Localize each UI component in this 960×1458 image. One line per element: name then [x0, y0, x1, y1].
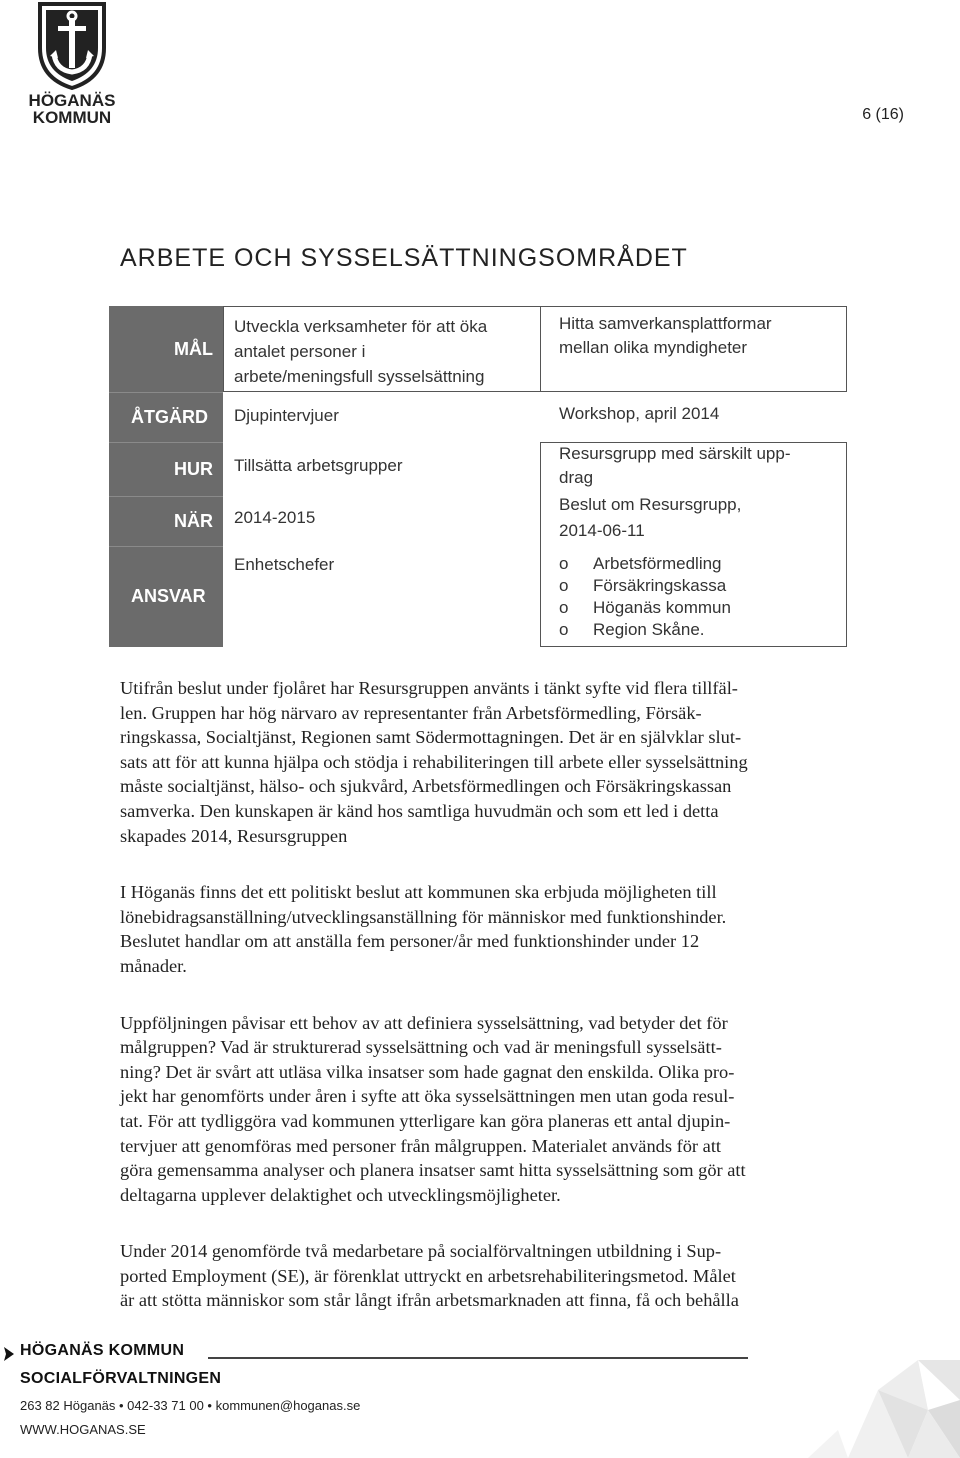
arrow-icon [2, 1346, 16, 1362]
anchor-shield-icon [22, 0, 122, 90]
footer-contact: 263 82 Höganäs • 042-33 71 00 • kommunen@hoganas.se [20, 1398, 361, 1413]
body-text [120, 676, 842, 1345]
col1-ansvar: Enhetschefer [234, 555, 335, 574]
divider [109, 442, 223, 443]
divider [109, 392, 223, 393]
col2-mal: Hitta samverkansplattformar mellan olika myndigheter [559, 314, 772, 357]
col1-hur: Tillsätta arbetsgrupper [234, 456, 403, 475]
plan-table [109, 306, 847, 647]
paragraph-1: Utifrån beslut under fjolåret har Resursgruppen använts i tänkt syfte vid flera tillfäl- len. Gruppen har hög närvaro av representanter från Arbetsförmedling, Försäk- ringskassa, Socialtjänst, Regionen samt Södermottagningen. Det är en självklar slut- sats att för att kunna hjälpa och stödja i rehabiliteringen till arbete eller sysselsättning måste socialtjänst, hälso- och sjukvård, Arbetsförmedlingen och Försäkringskassan samverka. Den kunskapen är känd hos samtliga huvudmän och som ett led i detta skapades 2014, Resursgruppen [120, 678, 748, 846]
list-item: o Försäkringskassa [559, 576, 727, 595]
col1-atgard: Djupintervjuer [234, 406, 339, 425]
list-item: o Höganäs kommun [559, 598, 731, 617]
list-item: o Region Skåne. [559, 620, 705, 639]
footer-rule [208, 1357, 748, 1359]
list-item: o Arbetsförmedling [559, 554, 722, 573]
divider [109, 496, 223, 497]
col2-hur: Resursgrupp med särskilt upp- drag [559, 444, 791, 487]
logo-wordmark: HÖGANÄS KOMMUN [28, 91, 116, 127]
divider [109, 546, 223, 547]
label-atgard: ÅTGÄRD [109, 392, 223, 442]
col1-mal: Utveckla verksamheter för att öka antalet personer i arbete/meningsfull sysselsättning [234, 317, 488, 386]
col1-nar: 2014-2015 [234, 508, 316, 527]
paragraph-4: Under 2014 genomförde två medarbetare på socialförvaltningen utbildning i Sup- ported Employment (SE), är förenklat uttryckt en arbetsrehabiliteringsmetod. Målet är att stötta människor som står långt ifrån arbetsmarknaden att finna, få och behålla [120, 1241, 739, 1311]
section-title: ARBETE OCH SYSSELSÄTTNINGSOMRÅDET [120, 244, 688, 272]
label-ansvar: ANSVAR [109, 546, 223, 647]
col2-atgard: Workshop, april 2014 [559, 404, 720, 423]
paragraph-2: I Höganäs finns det ett politiskt beslut att kommunen ska erbjuda möjligheten till lönebidragsanställning/utvecklingsanställning för människor med funktionshinder. Beslutet handlar om att anställa fem personer/år med funktionshinder under 12 månader. [120, 882, 727, 976]
paragraph-3: Uppföljningen påvisar ett behov av att definiera sysselsättning, vad betyder det för målgruppen? Vad är strukturerad sysselsättning och vad är meningsfull sysselsätt- ning? Det är svårt att utläsa vilka insatser som hade gagnat den enskilda. Olika pro- jekt har genomförts under åren i syfte att öka sysselsättningen men utan goda resul- tat. För att tydliggöra vad kommunen ytterligare kan göra planeras ett antal djupin- tervjuer att genomföras med personer från målgruppen. Materialet används för att göra gemensamma analyser och planera insatser samt hitta sysselsättning som gör att deltagarna upplever delaktighet och utvecklingsmöjligheter. [120, 1012, 746, 1205]
footer-web[interactable]: WWW.HOGANAS.SE [20, 1422, 146, 1437]
hoganas-logo [22, 0, 122, 130]
label-hur: HUR [109, 442, 223, 496]
page-number: 6 (16) [862, 106, 904, 123]
decorative-triangles-icon [808, 1360, 960, 1458]
footer-dept: SOCIALFÖRVALTNINGEN [20, 1370, 222, 1387]
label-mal: MÅL [109, 306, 223, 392]
col2-ansvar [559, 553, 731, 641]
footer-org: HÖGANÄS KOMMUN [20, 1342, 185, 1359]
label-nar: NÄR [109, 496, 223, 546]
col2-nar: Beslut om Resursgrupp, 2014-06-11 [559, 495, 742, 540]
